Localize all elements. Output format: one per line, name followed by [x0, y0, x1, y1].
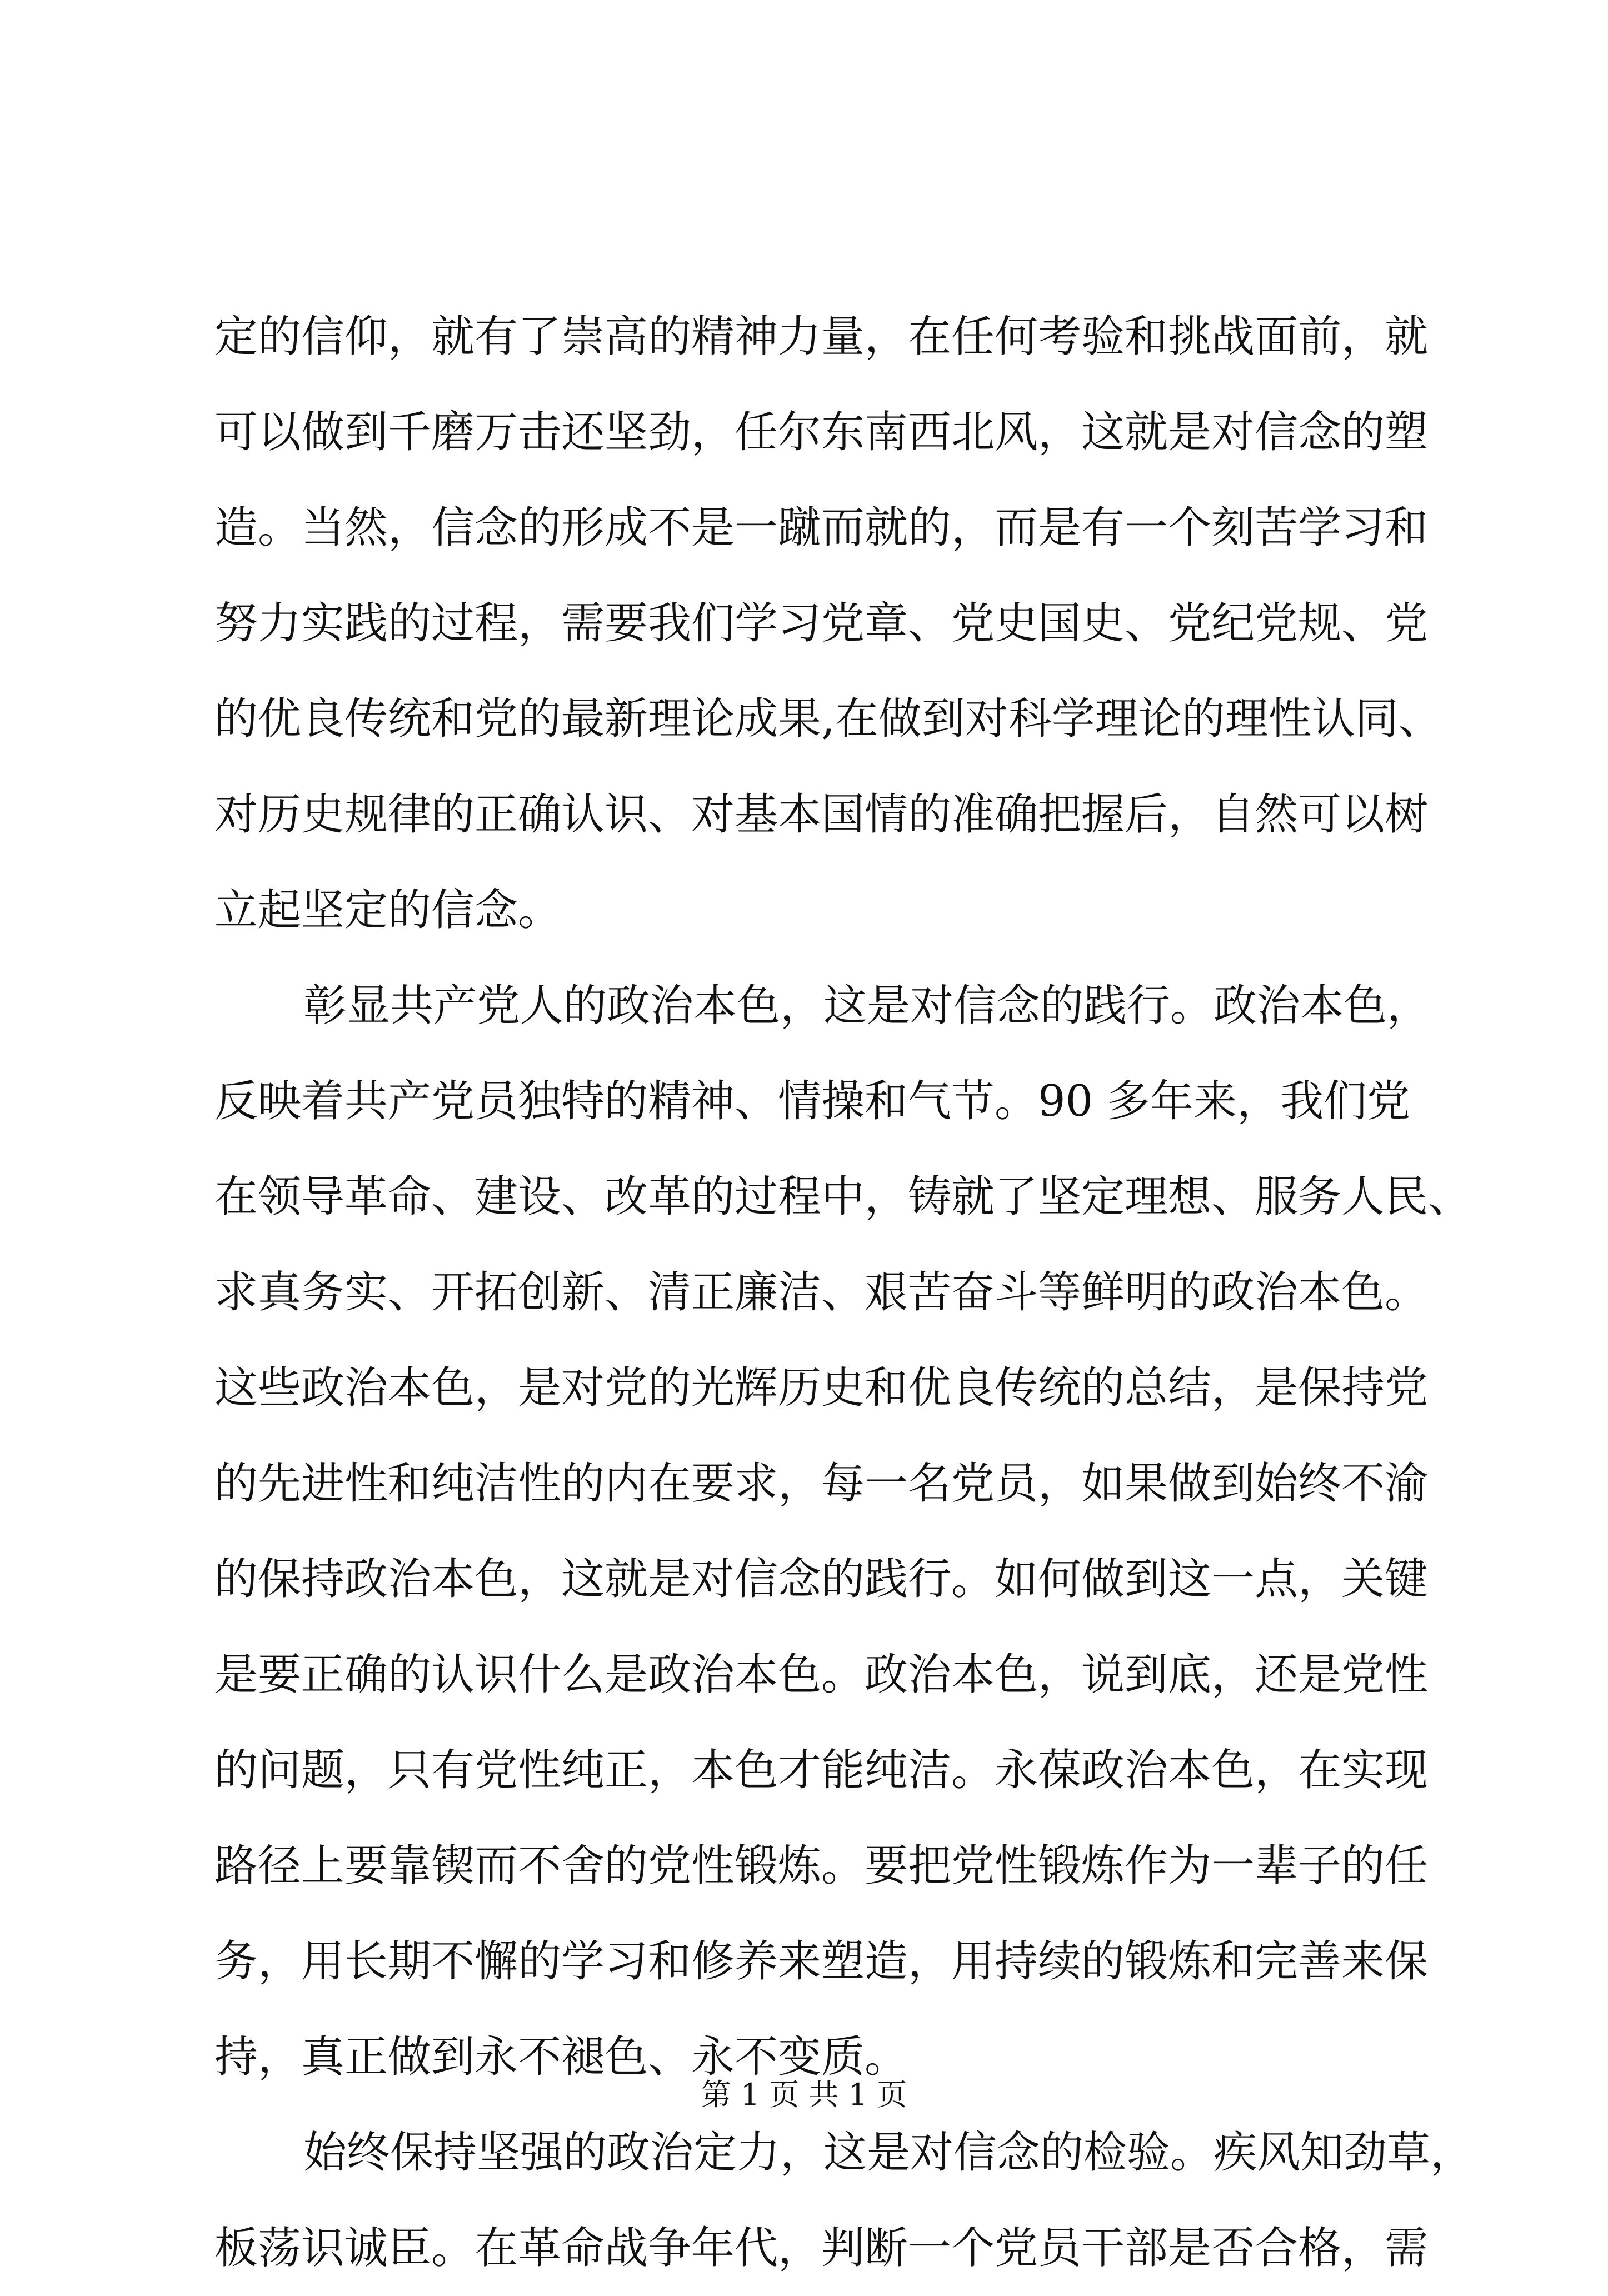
text-line: 立起坚定的信念。 [214, 885, 562, 935]
document-body [214, 289, 1474, 2296]
text-line: 彰显共产党人的政治本色，这是对信念的践行。政治本色， [303, 981, 1431, 1031]
text-line: 始终保持坚强的政治定力，这是对信念的检验。疾风知劲草， [303, 2128, 1474, 2178]
text-line: 求真务实、开拓创新、清正廉洁、艰苦奋斗等鲜明的政治本色。 [214, 1267, 1429, 1317]
text-line: 是要正确的认识什么是政治本色。政治本色，说到底，还是党性 [214, 1650, 1429, 1700]
text-line: 造。当然，信念的形成不是一蹴而就的，而是有一个刻苦学习和 [214, 503, 1429, 553]
text-line: 这些政治本色，是对党的光辉历史和优良传统的总结，是保持党 [214, 1363, 1429, 1413]
text-line: 的先进性和纯洁性的内在要求，每一名党员，如果做到始终不渝 [214, 1459, 1429, 1509]
text-line: 反映着共产党员独特的精神、情操和气节。90 多年来，我们党 [214, 1076, 1411, 1126]
text-line: 对历史规律的正确认识、对基本国情的准确把握后，自然可以树 [214, 790, 1429, 840]
page-footer: 第 1 页 共 1 页 [701, 2077, 907, 2112]
text-line: 板荡识诚臣。在革命战争年代，判断一个党员干部是否合格，需 [214, 2223, 1429, 2273]
text-line: 定的信仰，就有了崇高的精神力量，在任何考验和挑战面前，就 [214, 312, 1429, 362]
text-line: 务，用长期不懈的学习和修养来塑造，用持续的锻炼和完善来保 [214, 1936, 1429, 1986]
text-line: 努力实践的过程，需要我们学习党章、党史国史、党纪党规、党 [214, 598, 1429, 648]
text-line: 路径上要靠锲而不舍的党性锻炼。要把党性锻炼作为一辈子的任 [214, 1841, 1429, 1891]
text-line: 在领导革命、建设、改革的过程中，铸就了坚定理想、服务人民、 [214, 1172, 1472, 1222]
text-line: 的优良传统和党的最新理论成果,在做到对科学理论的理性认同、 [214, 694, 1442, 744]
text-line: 的保持政治本色，这就是对信念的践行。如何做到这一点，关键 [214, 1554, 1429, 1604]
text-line: 持，真正做到永不褪色、永不变质。 [214, 2032, 908, 2082]
text-line: 可以做到千磨万击还坚劲，任尔东南西北风，这就是对信念的塑 [214, 407, 1429, 457]
text-line: 的问题，只有党性纯正，本色才能纯洁。永葆政治本色，在实现 [214, 1745, 1429, 1795]
